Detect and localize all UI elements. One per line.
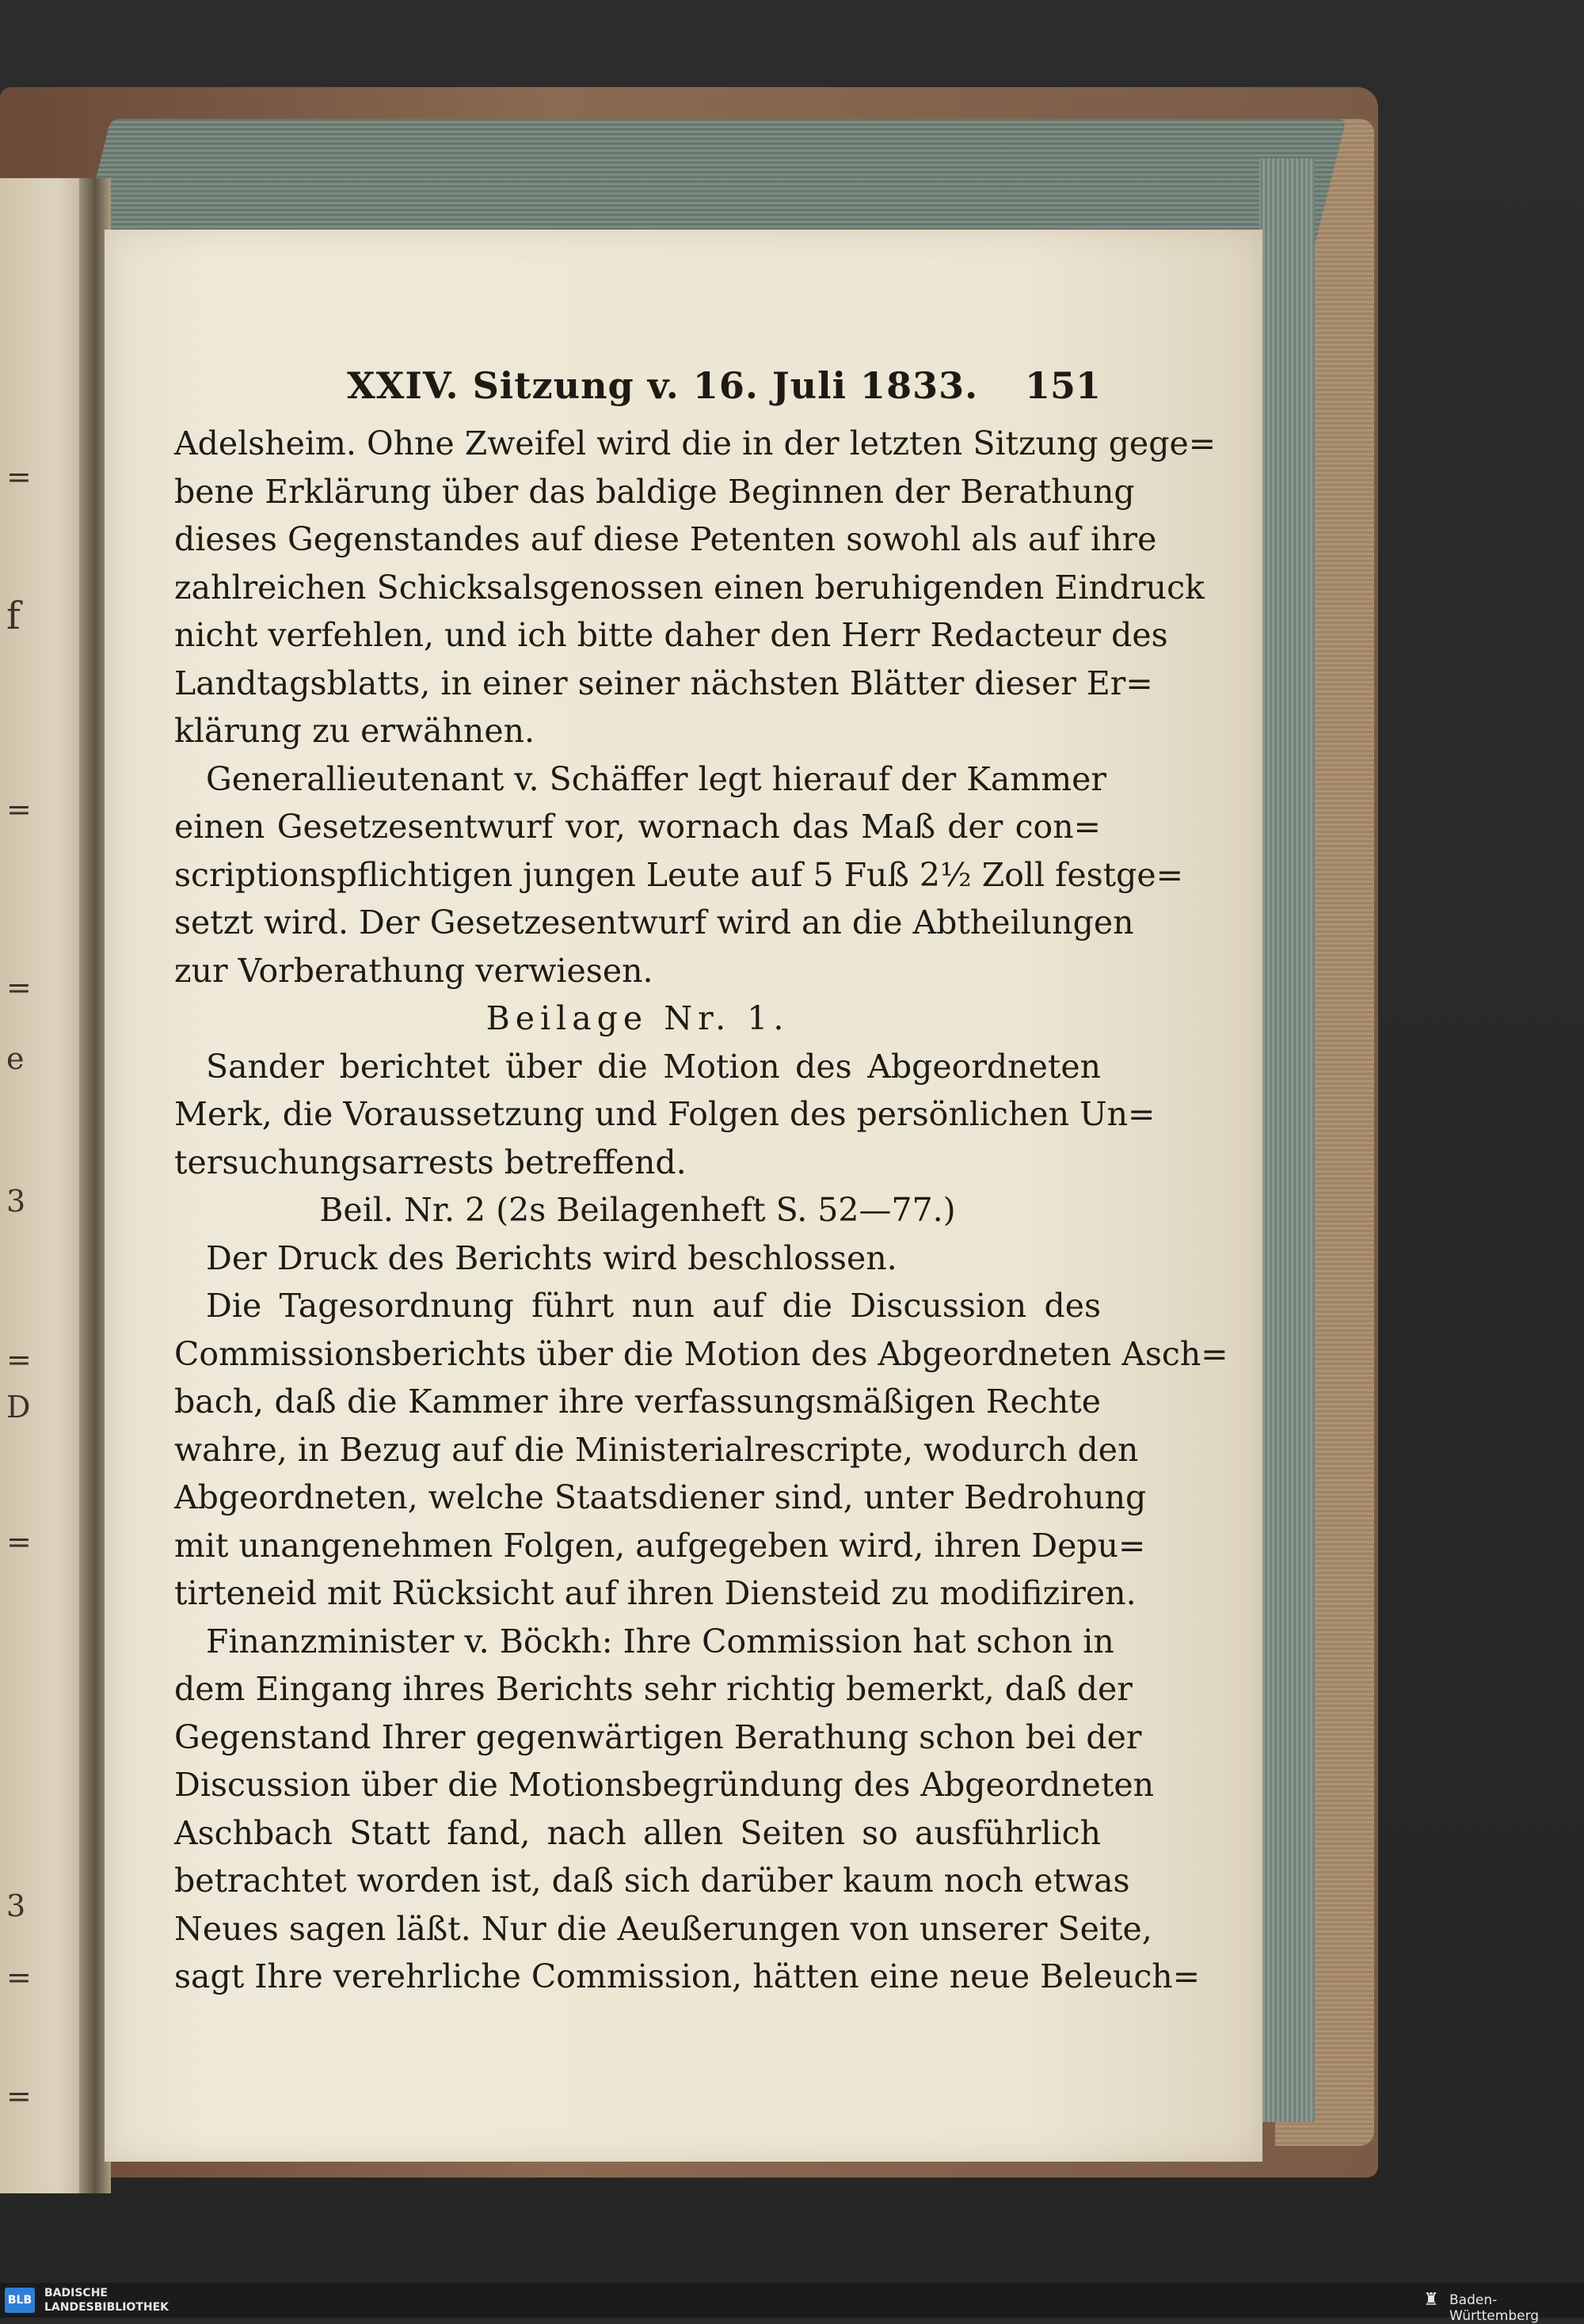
text-line: Sander berichtet über die Motion des Abgeordneten [206,1047,1101,1086]
text-line: tirteneid mit Rücksicht auf ihren Diensteid zu modifiziren. [174,1574,1137,1612]
margin-fragment: = [6,970,32,1005]
text-line: wahre, in Bezug auf die Ministerialrescripte, wodurch den [174,1430,1139,1469]
text-line: setzt wird. Der Gesetzesentwurf wird an die Abtheilungen [174,903,1134,941]
text-line: Abgeordneten, welche Staatsdiener sind, unter Bedrohung [174,1478,1147,1516]
margin-fragment: 3 [6,1888,26,1923]
margin-fragment: = [6,1960,32,1995]
text-line: betrachtet worden ist, daß sich darüber kaum noch etwas [174,1862,1130,1900]
text-line: dieses Gegenstandes auf diese Petenten sowohl als auf ihre [174,520,1157,558]
text-line: scriptionspflichtigen jungen Leute auf 5 Fuß 2½ Zoll festge= [174,855,1183,894]
text-line: sagt Ihre verehrliche Commission, hätten eine neue Beleuch= [174,1957,1201,1995]
text-line: Generallieutenant v. Schäffer legt hierauf der Kammer [206,759,1106,798]
page-stack-top-edge [79,119,1346,245]
text-line: Merk, die Voraussetzung und Folgen des persönlichen Un= [174,1095,1156,1133]
margin-fragment: = [6,459,32,494]
text-line: Aschbach Statt fand, nach allen Seiten so ausführlich [174,1813,1101,1852]
margin-fragment: = [6,1524,32,1559]
supplement-heading: Beil. Nr. 2 (2s Beilagenheft S. 52—77.) [319,1191,956,1229]
margin-fragment: f [6,594,21,638]
library-name-line2: LANDESBIBLIOTHEK [44,2301,169,2314]
text-line: Die Tagesordnung führt nun auf die Discussion des [206,1287,1101,1325]
running-head [174,364,1101,420]
text-line: Commissionsberichts über die Motion des Abgeordneten Asch= [174,1334,1228,1373]
text-line: Der Druck des Berichts wird beschlossen. [206,1238,897,1277]
margin-fragment: = [6,1342,32,1377]
page-number: 151 [1024,364,1101,407]
text-line: Adelsheim. Ohne Zweifel wird die in der letzten Sitzung gege= [174,424,1217,462]
text-line: bene Erklärung über das baldige Beginnen der Berathung [174,472,1135,511]
text-line: Finanzminister v. Böckh: Ihre Commission hat schon in [206,1622,1114,1660]
text-line: Landtagsblatts, in einer seiner nächsten Blätter dieser Er= [174,664,1153,702]
page-stack-fore-edge [1259,158,1315,2122]
margin-fragment: D [6,1390,31,1424]
library-name[interactable] [44,2286,169,2314]
text-line: zur Vorberathung verwiesen. [174,951,653,990]
text-line: mit unangenehmen Folgen, aufgegeben wird, ihren Depu= [174,1526,1146,1565]
margin-fragment: e [6,1041,25,1076]
margin-fragment: 3 [6,1184,26,1219]
page-text-block [174,364,1228,2001]
blb-logo-icon[interactable]: BLB [5,2288,35,2313]
text-line: einen Gesetzesentwurf vor, wornach das Maß der con= [174,808,1101,846]
text-line: zahlreichen Schicksalsgenossen einen beruhigenden Eindruck [174,568,1205,607]
text-line: Gegenstand Ihrer gegenwärtigen Berathung schon bei der [174,1717,1142,1756]
supplement-heading: Beilage Nr. 1. [485,999,790,1037]
text-line: tersuchungsarrests betreffend. [174,1143,687,1181]
text-line: nicht verfehlen, und ich bitte daher den Herr Redacteur des [174,616,1168,654]
running-head-title: XXIV. Sitzung v. 16. Juli 1833. [347,364,979,407]
library-name-line1: BADISCHE [44,2287,108,2299]
footer-bar [0,2283,1584,2324]
text-line: bach, daß die Kammer ihre verfassungsmäßigen Rechte [174,1383,1101,1421]
margin-fragment: = [6,792,32,827]
text-line: Discussion über die Motionsbegründung des Abgeordneten [174,1766,1155,1804]
text-line: dem Eingang ihres Berichts sehr richtig bemerkt, daß der [174,1670,1133,1708]
state-name[interactable]: Baden-Württemberg [1449,2292,1540,2324]
text-line: Neues sagen läßt. Nur die Aeußerungen von unserer Seite, [174,1909,1152,1948]
margin-fragment: = [6,2079,32,2113]
coat-of-arms-icon[interactable]: ♜ [1423,2290,1439,2310]
text-line: klärung zu erwähnen. [174,712,535,750]
